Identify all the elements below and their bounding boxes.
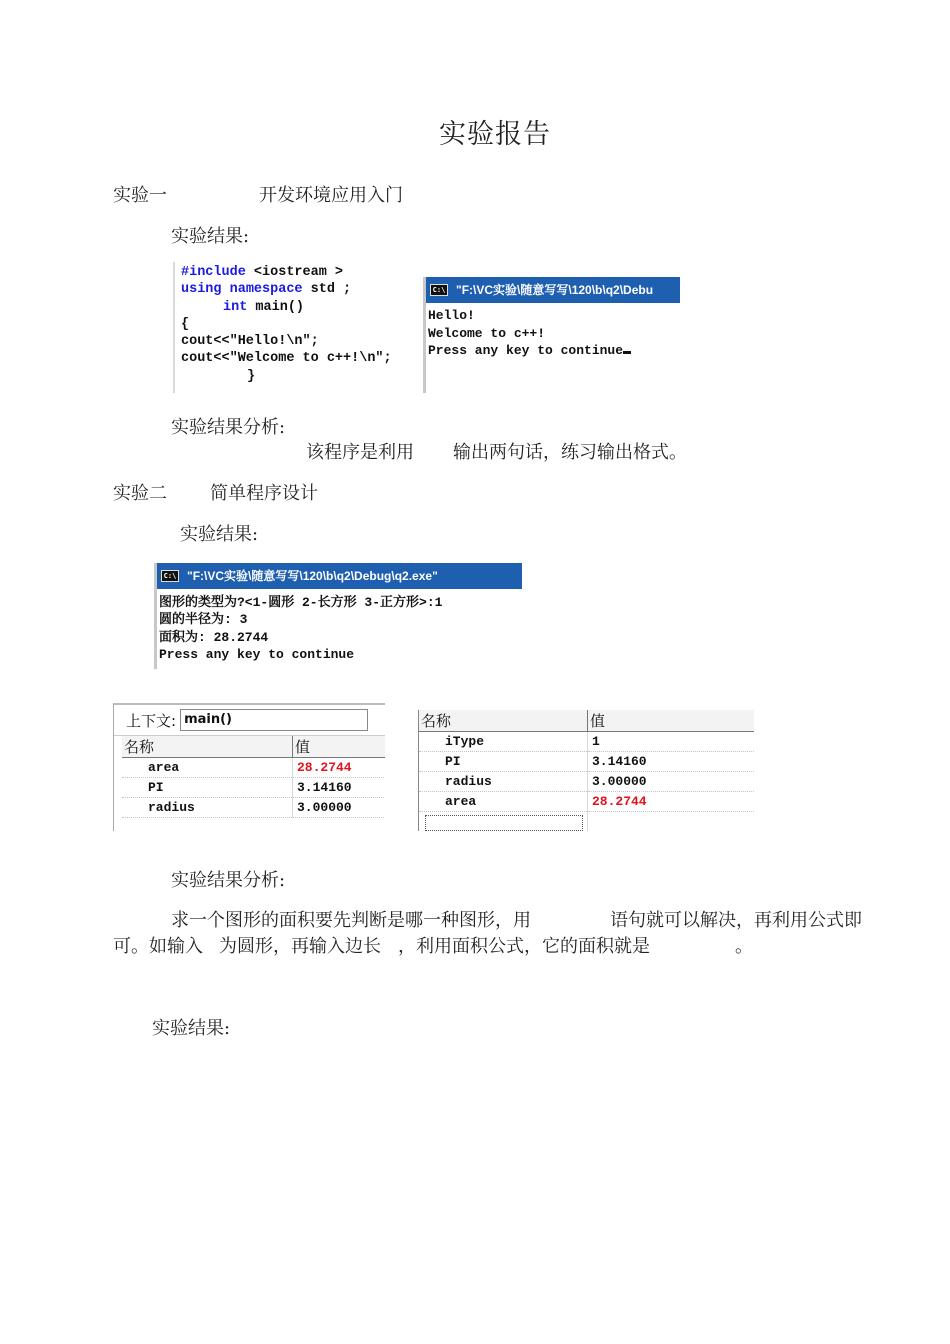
console-output: Hello! Welcome to c++! Press any key to continue xyxy=(426,303,680,360)
table-row[interactable]: area 28.2744 xyxy=(122,758,385,778)
code-line: int main() xyxy=(223,299,305,315)
exp1-analysis-text-b: 输出两句话，练习输出格式。 xyxy=(453,442,687,463)
code-line: } xyxy=(247,368,256,384)
exp2-analysis-line2-c: ，利用面积公式，它的面积就是 xyxy=(398,936,650,957)
context-label: 上下文: xyxy=(126,711,177,730)
exp2-analysis-line2-d: 。 xyxy=(735,936,753,957)
exp1-heading: 实验一 xyxy=(113,185,167,206)
code-snippet xyxy=(173,262,405,393)
console-title: "F:\VC实验\随意写写\120\b\q2\Debug\q2.exe" xyxy=(187,569,438,583)
column-header-value[interactable]: 值 xyxy=(588,710,755,732)
console-output: 图形的类型为?<1-圆形 2-长方形 3-正方形>:1 圆的半径为: 3 面积为: 28.2744 Press any key to continue xyxy=(159,595,443,662)
table-row[interactable]: area 28.2744 xyxy=(419,792,754,812)
column-header-name[interactable]: 名称 xyxy=(419,710,588,732)
cmd-window-icon: C:\ xyxy=(430,284,448,296)
exp2-name: 简单程序设计 xyxy=(210,483,318,504)
text-cursor xyxy=(623,351,631,354)
exp1-analysis-label: 实验结果分析: xyxy=(171,417,286,438)
context-dropdown[interactable]: main() xyxy=(180,709,368,731)
console-window-2 xyxy=(154,563,522,669)
column-header-name[interactable]: 名称 xyxy=(122,736,293,758)
code-line: cout<<"Hello!\n"; xyxy=(181,334,319,350)
column-header-value[interactable]: 值 xyxy=(293,736,386,758)
code-line: #include <iostream > xyxy=(181,265,344,280)
exp2-analysis-line2-b: 为圆形，再输入边长 xyxy=(219,936,381,957)
console-titlebar xyxy=(157,563,522,589)
console-titlebar xyxy=(426,277,680,303)
exp2-analysis-label: 实验结果分析: xyxy=(171,870,286,891)
exp2-analysis-line1-b: 语句就可以解决，再利用公式即 xyxy=(610,910,862,931)
console-window-1 xyxy=(423,277,680,393)
exp2-analysis-line2-a: 可。如输入 xyxy=(113,936,203,957)
code-line: using namespace std ; xyxy=(181,282,352,298)
locals-panel xyxy=(113,703,385,831)
new-watch-input[interactable] xyxy=(425,815,583,831)
watch-panel xyxy=(418,710,754,831)
new-watch-row[interactable] xyxy=(419,812,754,832)
console-title: "F:\VC实验\随意写写\120\b\q2\Debu xyxy=(456,283,654,297)
exp1-analysis-text-a: 该程序是利用 xyxy=(306,442,414,463)
table-row[interactable]: PI 3.14160 xyxy=(122,778,385,798)
table-row[interactable]: radius 3.00000 xyxy=(122,798,385,818)
code-line: cout<<"Welcome to c++!\n"; xyxy=(181,351,392,367)
table-row[interactable]: iType 1 xyxy=(419,732,754,752)
code-line: { xyxy=(181,316,190,332)
exp3-result-label: 实验结果: xyxy=(152,1018,231,1039)
exp1-name: 开发环境应用入门 xyxy=(259,185,403,206)
page-title: 实验报告 xyxy=(439,119,551,150)
exp2-analysis-line1-a: 求一个图形的面积要先判断是哪一种图形，用 xyxy=(171,910,531,931)
table-row[interactable]: radius 3.00000 xyxy=(419,772,754,792)
table-row[interactable]: PI 3.14160 xyxy=(419,752,754,772)
exp2-heading: 实验二 xyxy=(113,483,167,504)
exp1-result-label: 实验结果: xyxy=(171,226,250,247)
exp2-result-label: 实验结果: xyxy=(180,524,259,545)
context-bar xyxy=(114,705,385,736)
cmd-window-icon: C:\ xyxy=(161,570,179,582)
watch-table xyxy=(419,710,754,831)
locals-table xyxy=(122,736,385,818)
